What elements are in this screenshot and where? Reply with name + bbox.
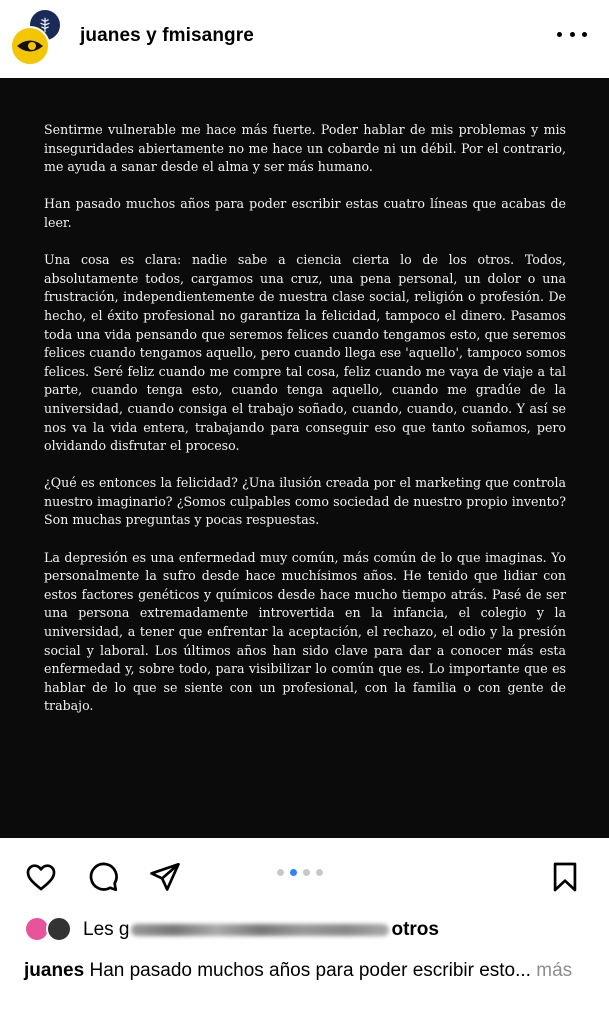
likes-suffix: otros — [391, 919, 439, 940]
post-paragraph: ¿Qué es entonces la felicidad? ¿Una ilusión creada por el marketing que controla nuestro imaginario? ¿Somos culpables como sociedad de nuestro propio invento? Son muchas preguntas y pocas respuestas. — [44, 475, 566, 528]
collab-avatars[interactable] — [10, 8, 68, 64]
post-caption — [24, 958, 594, 983]
eye-logo-icon — [15, 37, 45, 55]
comment-button[interactable] — [84, 858, 122, 896]
caption-text: Han pasado muchos años para poder escribir esto... — [89, 960, 531, 981]
avatar-juanes[interactable] — [10, 26, 50, 66]
action-bar — [0, 850, 609, 902]
post-paragraph: Una cosa es clara: nadie sabe a ciencia cierta lo de los otros. Todos, absolutamente todos, cargamos una cruz, una pena personal, un dolor o una frustración, independientemente de nuestra clase social, religión o profesión. De hecho, el éxito profesional no garantiza la felicidad, tampoco el dinero. Pasamos toda una vida pensando que seremos felices cuando tengamos esto, que seremos felices cuando tengamos aquello, pero cuando llega ese 'aquello', tampoco somos felices. Seré feliz cuando me compre tal cosa, feliz cuando me vaya de viaje a tal parte, cuando tenga esto, cuando tenga aquello, cuando me gradúe de la universidad, cuando consiga el trabajo soñado, cuando, cuando, cuando. Y así se nos va la vida entera, trabajando para conseguir eso que tanto soñamos, pero olvidando disfrutar el proceso. — [44, 252, 566, 454]
post-paragraph: Han pasado muchos años para poder escribir estas cuatro líneas que acabas de leer. — [44, 196, 566, 230]
liker-avatar — [46, 916, 72, 942]
bookmark-icon — [548, 860, 582, 894]
post-header — [0, 0, 609, 78]
post-paragraph: Sentirme vulnerable me hace más fuerte. Poder hablar de mis problemas y mis inseguridades abiertamente no me hace un cobarde ni un débil. Por el contrario, me ayuda a sanar desde el alma y ser más humano. — [44, 122, 566, 175]
post-image-text — [44, 121, 566, 735]
carousel-dot — [277, 869, 284, 876]
heart-icon — [24, 860, 58, 894]
likes-text[interactable] — [83, 919, 439, 941]
caption-more-link[interactable]: más — [536, 960, 573, 981]
carousel-dot — [316, 869, 323, 876]
share-button[interactable] — [146, 858, 184, 896]
carousel-dot-active — [290, 869, 297, 876]
comment-icon — [86, 860, 120, 894]
blurred-usernames — [131, 924, 389, 936]
likes-summary[interactable] — [20, 912, 600, 946]
likes-prefix: Les g — [83, 919, 130, 940]
save-button[interactable] — [546, 858, 584, 896]
carousel-dot — [303, 869, 310, 876]
post-author-title[interactable]: juanes y fmisangre — [80, 25, 254, 46]
post-image[interactable] — [0, 78, 609, 838]
send-icon — [148, 860, 182, 894]
post-paragraph: La depresión es una enfermedad muy común, más común de lo que imaginas. Yo personalmente la sufro desde hace muchísimos años. He tenido que lidiar con estos factores genéticos y químicos desde hace mucho tiempo atrás. Pasé de ser una persona extremadamente introvertida en la infancia, el colegio y la universidad, a tener que enfrentar la aceptación, el rechazo, el odio y la presión social y laboral. Los últimos años han sido clave para dar a conocer más esta enfermedad y, sobre todo, para visibilizar lo común que es. Lo importante que es hablar de lo que se siente con un profesional, con la familia o con gente de trabajo. — [44, 549, 566, 714]
caption-username[interactable]: juanes — [24, 960, 85, 981]
carousel-indicator — [277, 869, 323, 876]
more-horizontal-icon[interactable] — [557, 22, 587, 46]
like-button[interactable] — [22, 858, 60, 896]
